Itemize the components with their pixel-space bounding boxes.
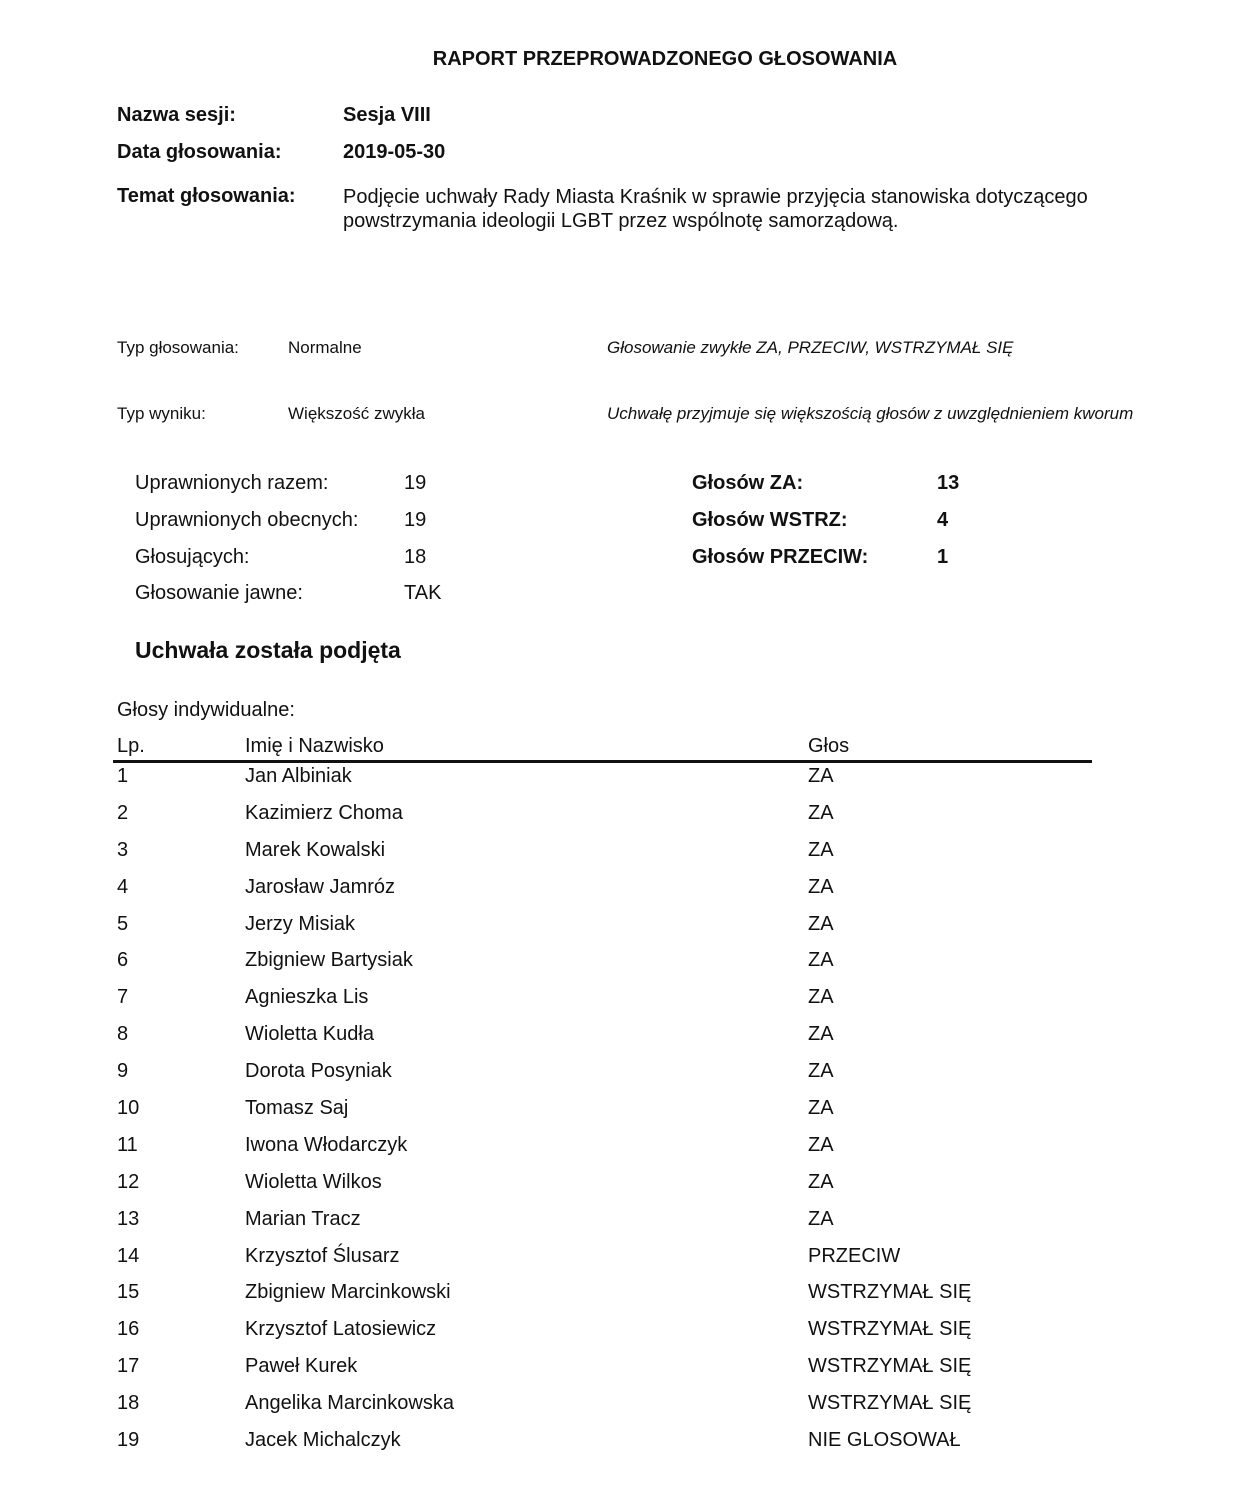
row-name: Zbigniew Bartysiak [245,949,413,972]
row-lp: 16 [117,1318,140,1341]
vote-date-value: 2019-05-30 [343,141,446,163]
row-name: Agnieszka Lis [245,986,369,1009]
row-vote: ZA [808,1170,834,1193]
eligible-present-value: 19 [404,509,427,531]
table-row [0,1208,1260,1245]
row-vote: WSTRZYMAŁ SIĘ [808,1281,972,1304]
row-name: Iwona Włodarczyk [245,1133,408,1156]
table-row [0,1097,1260,1134]
table-row [0,765,1260,802]
row-name: Wioletta Wilkos [245,1170,382,1193]
session-name-label: Nazwa sesji: [117,104,236,126]
voters-label: Głosujących: [135,546,250,568]
votes-against-value: 1 [937,546,949,568]
column-header-lp: Lp. [117,735,145,757]
votes-abstain-value: 4 [937,509,949,531]
row-lp: 2 [117,801,129,824]
result-type-value: Większość zwykła [288,404,425,423]
table-row [0,876,1260,913]
table-row [0,1392,1260,1429]
result-type-label: Typ wyniku: [117,404,206,423]
row-name: Paweł Kurek [245,1355,358,1378]
row-lp: 18 [117,1392,140,1415]
row-lp: 11 [117,1133,138,1156]
row-vote: ZA [808,875,834,898]
table-row [0,1245,1260,1282]
row-vote: ZA [808,949,834,972]
row-name: Kazimierz Choma [245,801,403,824]
votes-for-label: Głosów ZA: [692,472,804,494]
individual-votes-table [0,765,1260,1466]
row-lp: 4 [117,875,129,898]
open-vote-value: TAK [404,582,442,604]
row-vote: PRZECIW [808,1244,901,1267]
column-header-vote: Głos [808,735,850,757]
votes-against-label: Głosów PRZECIW: [692,546,869,568]
result-type-description: Uchwałę przyjmuje się większością głosów z uwzględnieniem kworum [607,404,1134,423]
table-row [0,1281,1260,1318]
row-vote: ZA [808,801,834,824]
row-name: Jan Albiniak [245,765,352,787]
row-vote: ZA [808,1133,834,1156]
row-vote: ZA [808,1023,834,1046]
row-vote: ZA [808,912,834,935]
row-lp: 13 [117,1207,140,1230]
report-title: RAPORT PRZEPROWADZONEGO GŁOSOWANIA [432,48,898,70]
row-lp: 17 [117,1355,140,1378]
row-lp: 9 [117,1060,129,1083]
row-vote: ZA [808,1097,834,1120]
row-lp: 19 [117,1429,140,1452]
row-vote: ZA [808,986,834,1009]
table-row [0,1060,1260,1097]
row-lp: 7 [117,986,129,1009]
voting-type-label: Typ głosowania: [117,338,239,357]
table-row [0,1429,1260,1466]
row-name: Dorota Posyniak [245,1060,392,1083]
open-vote-label: Głosowanie jawne: [135,582,303,604]
vote-topic-value: Podjęcie uchwały Rady Miasta Kraśnik w sprawie przyjęcia stanowiska dotyczącego powstrzymania ideologii LGBT przez wspólnotę samorządową. [343,186,1088,232]
eligible-total-value: 19 [404,472,427,494]
individual-votes-label: Głosy indywidualne: [117,699,295,721]
table-row [0,1134,1260,1171]
voting-type-description: Głosowanie zwykłe ZA, PRZECIW, WSTRZYMAŁ SIĘ [607,338,1014,357]
row-lp: 5 [117,912,129,935]
row-name: Krzysztof Latosiewicz [245,1318,437,1341]
vote-topic-label: Temat głosowania: [117,185,296,207]
row-name: Marek Kowalski [245,838,386,861]
voters-value: 18 [404,546,427,568]
row-name: Jarosław Jamróz [245,875,396,898]
table-row [0,949,1260,986]
row-vote: ZA [808,838,834,861]
row-name: Jerzy Misiak [245,912,356,935]
table-row [0,986,1260,1023]
column-header-name: Imię i Nazwisko [245,735,384,757]
row-vote: WSTRZYMAŁ SIĘ [808,1392,972,1415]
row-vote: ZA [808,765,834,787]
eligible-total-label: Uprawnionych razem: [135,472,329,494]
row-lp: 1 [117,765,129,787]
table-row [0,1355,1260,1392]
row-name: Angelika Marcinkowska [245,1392,454,1415]
votes-for-value: 13 [937,472,960,494]
row-lp: 3 [117,838,129,861]
table-row [0,839,1260,876]
row-lp: 8 [117,1023,129,1046]
row-name: Jacek Michalczyk [245,1429,401,1452]
row-vote: NIE GLOSOWAŁ [808,1429,961,1452]
table-row [0,1023,1260,1060]
row-lp: 14 [117,1244,140,1267]
row-name: Wioletta Kudła [245,1023,374,1046]
table-row [0,1318,1260,1355]
table-row [0,913,1260,950]
voting-type-value: Normalne [288,338,362,357]
row-vote: WSTRZYMAŁ SIĘ [808,1318,972,1341]
row-name: Krzysztof Ślusarz [245,1244,400,1267]
row-lp: 12 [117,1170,140,1193]
table-row [0,802,1260,839]
votes-abstain-label: Głosów WSTRZ: [692,509,848,531]
resolution-result: Uchwała została podjęta [135,637,401,663]
row-lp: 6 [117,949,129,972]
table-row [0,1171,1260,1208]
row-name: Marian Tracz [245,1207,361,1230]
row-lp: 15 [117,1281,140,1304]
row-vote: ZA [808,1060,834,1083]
vote-date-label: Data głosowania: [117,141,282,163]
row-lp: 10 [117,1097,140,1120]
eligible-present-label: Uprawnionych obecnych: [135,509,359,531]
session-name-value: Sesja VIII [343,104,431,126]
row-vote: ZA [808,1207,834,1230]
row-name: Zbigniew Marcinkowski [245,1281,451,1304]
table-header-divider [113,760,1092,763]
row-name: Tomasz Saj [245,1097,349,1120]
row-vote: WSTRZYMAŁ SIĘ [808,1355,972,1378]
